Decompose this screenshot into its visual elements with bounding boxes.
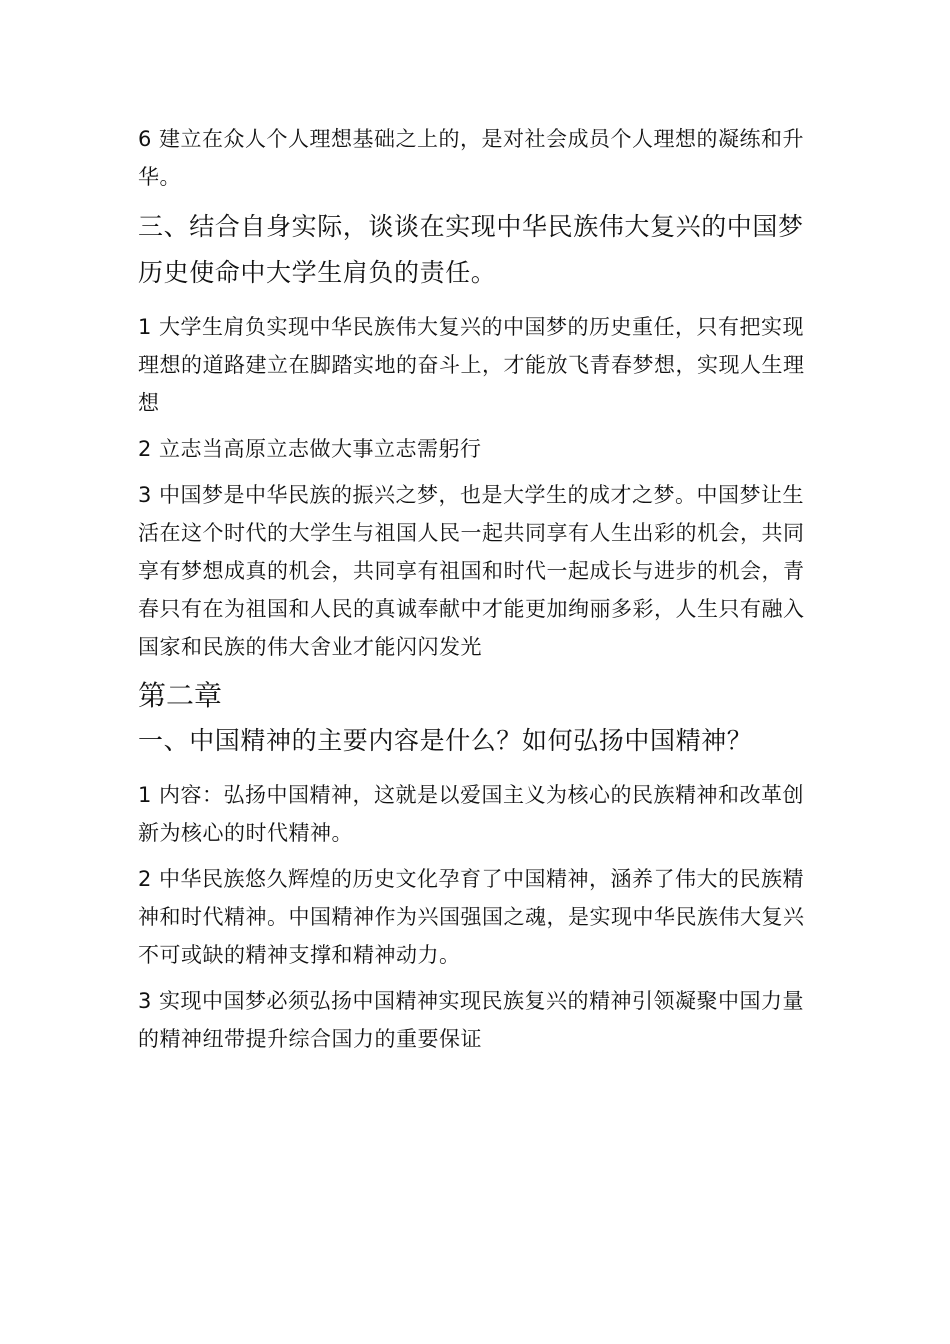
question-heading-1: 一、中国精神的主要内容是什么？如何弘扬中国精神？ xyxy=(138,726,753,755)
chapter-title: 第二章 xyxy=(138,679,223,712)
answer-item-1: 1 大学生肩负实现中华民族伟大复兴的中国梦的历史重任，只有把实现理想的道路建立在脚踏实地的奋斗上，才能放飞青春梦想，实现人生理想 xyxy=(138,315,805,415)
document-page xyxy=(138,120,814,1058)
answer-item-1b: 1 内容：弘扬中国精神，这就是以爱国主义为核心的民族精神和改革创新为核心的时代精神。 xyxy=(138,783,805,845)
answer-item-6: 6 建立在众人个人理想基础之上的，是对社会成员个人理想的凝练和升华。 xyxy=(138,127,805,189)
answer-item-3b: 3 实现中国梦必须弘扬中国精神实现民族复兴的精神引领凝聚中国力量的精神纽带提升综合国力的重要保证 xyxy=(138,989,805,1051)
answer-item-3: 3 中国梦是中华民族的振兴之梦，也是大学生的成才之梦。中国梦让生活在这个时代的大学生与祖国人民一起共同享有人生出彩的机会，共同享有梦想成真的机会，共同享有祖国和时代一起成长与进步的机会，青春只有在为祖国和人民的真诚奉献中才能更加绚丽多彩，人生只有融入国家和民族的伟大舍业才能闪闪发光 xyxy=(138,483,805,659)
answer-item-2b: 2 中华民族悠久辉煌的历史文化孕育了中国精神，涵养了伟大的民族精神和时代精神。中国精神作为兴国强国之魂，是实现中华民族伟大复兴不可或缺的精神支撑和精神动力。 xyxy=(138,867,805,967)
question-heading-3: 三、结合自身实际，谈谈在实现中华民族伟大复兴的中国梦历史使命中大学生肩负的责任。 xyxy=(138,212,804,287)
answer-item-2: 2 立志当高原立志做大事立志需躬行 xyxy=(138,437,482,461)
